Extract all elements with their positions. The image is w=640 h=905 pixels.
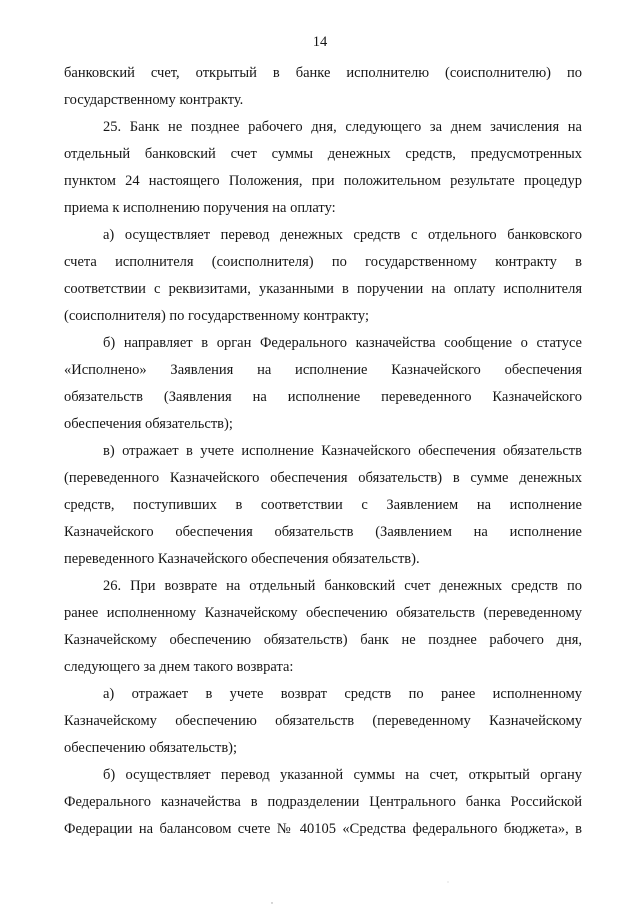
text-line: приема к исполнению поручения на оплату:: [64, 200, 336, 216]
paragraph-26-start: 26. При возврате на отдельный банковский счет денежных средств по: [103, 578, 582, 594]
text-line: отдельный банковский счет суммы денежных средств, предусмотренных: [64, 146, 582, 162]
text-line: Казначейскому обеспечению обязательств) банк не позднее рабочего дня,: [64, 632, 582, 648]
subitem-a-start: а) осуществляет перевод денежных средств с отдельного банковского: [103, 227, 582, 243]
text-line: «Исполнено» Заявления на исполнение Казначейского обеспечения: [64, 362, 582, 378]
text-line: следующего за днем такого возврата:: [64, 659, 294, 675]
paragraph-25-start: 25. Банк не позднее рабочего дня, следующего за днем зачисления на: [103, 119, 582, 135]
text-line: государственному контракту.: [64, 92, 244, 108]
text-line: обязательств (Заявления на исполнение переведенного Казначейского: [64, 389, 582, 405]
text-line: переведенного Казначейского обеспечения обязательств).: [64, 551, 420, 567]
page-number: 14: [312, 34, 328, 50]
text-line: Федерации на балансовом счете № 40105 «Средства федерального бюджета», в: [64, 821, 582, 837]
text-line: счета исполнителя (соисполнителя) по государственному контракту в: [64, 254, 582, 270]
text-line: (переведенного Казначейского обеспечения обязательств) в сумме денежных: [64, 470, 582, 486]
subitem-a-start: а) отражает в учете возврат средств по ранее исполненному: [103, 686, 582, 702]
text-line: (соисполнителя) по государственному контракту;: [64, 308, 370, 324]
text-line: ранее исполненному Казначейскому обеспечению обязательств (переведенному: [64, 605, 582, 621]
subitem-b-start: б) осуществляет перевод указанной суммы на счет, открытый органу: [103, 767, 582, 783]
text-line: банковский счет, открытый в банке исполнителю (соисполнителю) по: [64, 65, 582, 81]
text-line: соответствии с реквизитами, указанными в поручении на оплату исполнителя: [64, 281, 582, 297]
text-line: обеспечения обязательств);: [64, 416, 233, 432]
text-line: Федерального казначейства в подразделении Центрального банка Российской: [64, 794, 582, 810]
subitem-b-start: б) направляет в орган Федерального казначейства сообщение о статусе: [103, 335, 582, 351]
subitem-v-start: в) отражает в учете исполнение Казначейского обеспечения обязательств: [103, 443, 582, 459]
text-line: Казначейского обеспечения обязательств (Заявлением на исполнение: [64, 524, 582, 540]
text-line: средств, поступивших в соответствии с Заявлением на исполнение: [64, 497, 582, 513]
text-line: обеспечению обязательств);: [64, 740, 238, 756]
text-line: пунктом 24 настоящего Положения, при положительном результате процедур: [64, 173, 582, 189]
text-line: Казначейскому обеспечению обязательств (переведенному Казначейскому: [64, 713, 582, 729]
